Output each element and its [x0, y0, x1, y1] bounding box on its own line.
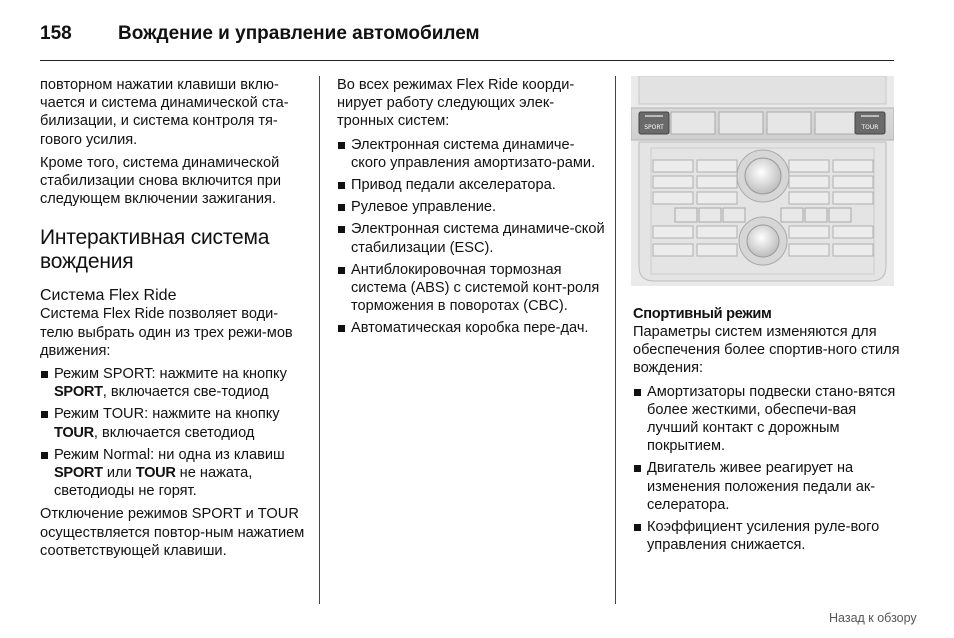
tour-button-label: TOUR: [861, 124, 879, 131]
page-header: [40, 20, 894, 61]
paragraph: Параметры систем изменяются для обеспечения более спортив-ного стиля вождения:: [633, 324, 900, 377]
subsection-heading: Система Flex Ride: [40, 287, 177, 305]
systems-list: [337, 136, 607, 338]
mode-list: [40, 365, 308, 500]
paragraph: повторном нажатии клавиши вклю-чается и система динамической ста-билизации, и система контроля тя-гового усилия.: [40, 77, 289, 148]
list-item: [40, 405, 308, 441]
list-item: Электронная система динамиче-ской стабилизации (ESC).: [337, 220, 607, 256]
list-item: [40, 446, 308, 501]
back-to-overview-link[interactable]: Назад к обзору: [829, 611, 917, 625]
list-item-text: Режим Normal: ни одна из клавиш: [54, 446, 285, 463]
paragraph: Кроме того, система динамической стабилизации снова включится при следующем включении зажигания.: [40, 154, 282, 208]
sport-key-label: SPORT: [54, 465, 103, 482]
list-item: Рулевое управление.: [337, 198, 607, 216]
column-right: [633, 305, 901, 559]
list-item-text: , включается све-тодиод: [102, 384, 269, 401]
chapter-title: Вождение и управление автомобилем: [118, 23, 480, 44]
column-divider: [319, 76, 320, 604]
control-panel-illustration: [631, 76, 894, 286]
list-item: Коэффициент усиления руле-вого управления снижается.: [633, 518, 901, 554]
list-item: Электронная система динамиче-ского управления амортизато-рами.: [337, 136, 607, 172]
tour-key-label: TOUR: [54, 424, 94, 441]
control-panel-figure: [631, 76, 894, 286]
list-item-text: , включается светодиод: [93, 424, 255, 441]
column-left: [40, 76, 308, 565]
list-item-text: Режим SPORT: нажмите на кнопку: [54, 366, 287, 383]
sport-mode-list: [633, 383, 901, 555]
column-middle: [337, 76, 607, 343]
paragraph: Отключение режимов SPORT и TOUR осуществляется повтор-ным нажатием соответствующей клавиши.: [40, 506, 305, 559]
list-item: Амортизаторы подвески стано-вятся более жесткими, обеспечи-вая лучший контакт с дорожным покрытием.: [633, 383, 901, 456]
sport-button-label: SPORT: [644, 124, 664, 131]
list-item-text: или: [102, 465, 136, 482]
list-item-text: Режим TOUR: нажмите на кнопку: [54, 406, 280, 423]
paragraph: Система Flex Ride позволяет води-телю выбрать один из трех режи-мов движения:: [40, 306, 293, 359]
tour-key-label: TOUR: [135, 465, 176, 482]
column-divider: [615, 76, 616, 604]
subsection-heading: Спортивный режим: [633, 306, 772, 322]
section-heading: Интерактивная система вождения: [40, 226, 270, 274]
sport-key-label: SPORT: [54, 384, 103, 401]
list-item: Автоматическая коробка пере-дач.: [337, 319, 607, 337]
paragraph: Во всех режимах Flex Ride коорди-нирует работу следующих элек-тронных систем:: [337, 77, 575, 130]
list-item: Привод педали акселератора.: [337, 176, 607, 194]
page-number: 158: [40, 23, 72, 44]
list-item-text: не нажата, светодиоды не горят.: [54, 465, 253, 500]
list-item: [40, 365, 308, 401]
list-item: Антиблокировочная тормозная система (ABS) с системой конт-роля торможения в поворотах (CBC).: [337, 261, 607, 316]
list-item: Двигатель живее реагирует на изменения положения педали ак-селератора.: [633, 459, 901, 514]
